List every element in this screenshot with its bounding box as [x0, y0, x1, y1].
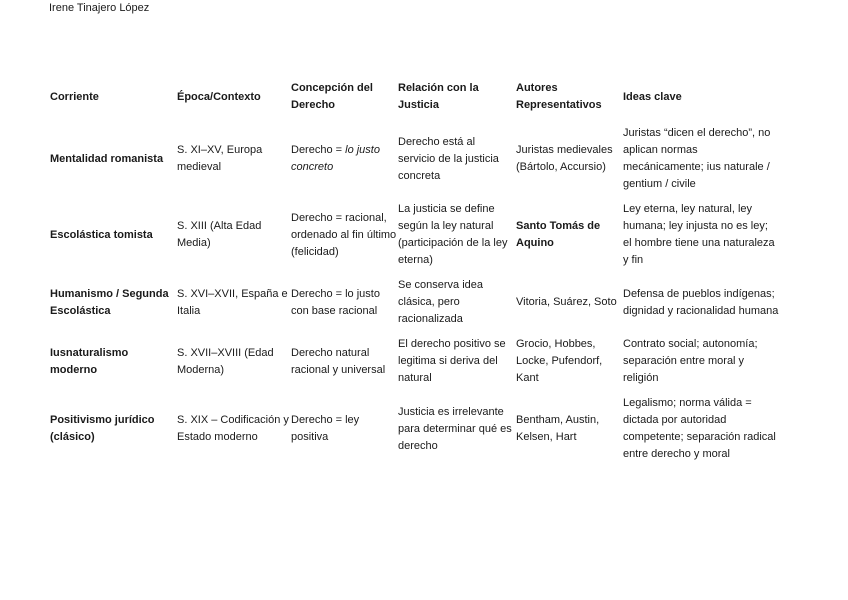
- header-concepcion: Concepción del Derecho: [291, 82, 373, 111]
- cell-concepcion: [290, 121, 397, 197]
- cell-relacion: Justicia es irrelevante para determinar qué es derecho: [398, 405, 512, 452]
- cell-relacion: El derecho positivo se legitima si deriva del natural: [398, 338, 506, 384]
- header-epoca: Época/Contexto: [177, 90, 261, 103]
- cell-autores: Bentham, Austin, Kelsen, Hart: [516, 414, 600, 443]
- cell-corriente: Humanismo / Segunda Escolástica: [50, 287, 169, 317]
- cell-autores: Grocio, Hobbes, Locke, Pufendorf, Kant: [516, 338, 603, 384]
- table-row: [49, 273, 779, 332]
- header-relacion: Relación con la Justicia: [398, 82, 479, 111]
- cell-concepcion: Derecho = lo justo con base racional: [291, 287, 380, 317]
- header-ideas: Ideas clave: [623, 90, 682, 103]
- table-row: [49, 121, 779, 197]
- cell-concepcion: Derecho natural racional y universal: [291, 346, 386, 376]
- table-row: [49, 391, 779, 467]
- cell-ideas: Legalismo; norma válida = dictada por autoridad competente; separación radical entre derecho y moral: [623, 397, 776, 460]
- author-name: Irene Tinajero López: [49, 2, 150, 14]
- table-header-row: [49, 80, 779, 121]
- cell-corriente: Mentalidad romanista: [50, 152, 164, 165]
- cell-corriente: Escolástica tomista: [50, 228, 153, 241]
- cell-corriente: Positivismo jurídico (clásico): [50, 414, 155, 443]
- cell-concepcion: Derecho = ley positiva: [291, 414, 360, 443]
- cell-epoca: S. XVI–XVII, España e Italia: [177, 287, 288, 317]
- header-autores: Autores Representativos: [516, 82, 602, 111]
- cell-concepcion: Derecho = racional, ordenado al fin último (felicidad): [291, 211, 397, 258]
- cell-epoca: S. XVII–XVIII (Edad Moderna): [177, 346, 274, 376]
- cell-concepcion-emphasis: lo justo concreto: [291, 144, 380, 173]
- cell-epoca: S. XI–XV, Europa medieval: [177, 144, 263, 173]
- cell-ideas: Ley eterna, ley natural, ley humana; ley injusta no es ley; el hombre tiene una naturaleza y fin: [623, 203, 775, 266]
- cell-epoca: S. XIII (Alta Edad Media): [177, 220, 262, 249]
- cell-ideas: Juristas “dicen el derecho”, no aplican normas mecánicamente; ius naturale / gentium / civile: [623, 127, 771, 190]
- table-row: [49, 332, 779, 391]
- cell-relacion: Se conserva idea clásica, pero racionalizada: [398, 279, 483, 325]
- cell-relacion: Derecho está al servicio de la justicia concreta: [398, 135, 499, 182]
- comparison-table: [49, 80, 779, 467]
- cell-relacion: La justicia se define según la ley natural (participación de la ley eterna): [398, 203, 508, 266]
- table-row: [49, 197, 779, 273]
- cell-autores: Vitoria, Suárez, Soto: [516, 296, 617, 308]
- cell-concepcion-prefix: Derecho =: [291, 144, 346, 156]
- header-corriente: Corriente: [50, 90, 99, 103]
- cell-ideas: Contrato social; autonomía; separación entre moral y religión: [623, 338, 758, 384]
- cell-epoca: S. XIX – Codificación y Estado moderno: [177, 414, 289, 443]
- cell-autores: Juristas medievales (Bártolo, Accursio): [516, 144, 613, 173]
- cell-corriente: Iusnaturalismo moderno: [50, 346, 129, 376]
- cell-ideas: Defensa de pueblos indígenas; dignidad y racionalidad humana: [623, 287, 779, 317]
- cell-autores: Santo Tomás de Aquino: [516, 220, 601, 249]
